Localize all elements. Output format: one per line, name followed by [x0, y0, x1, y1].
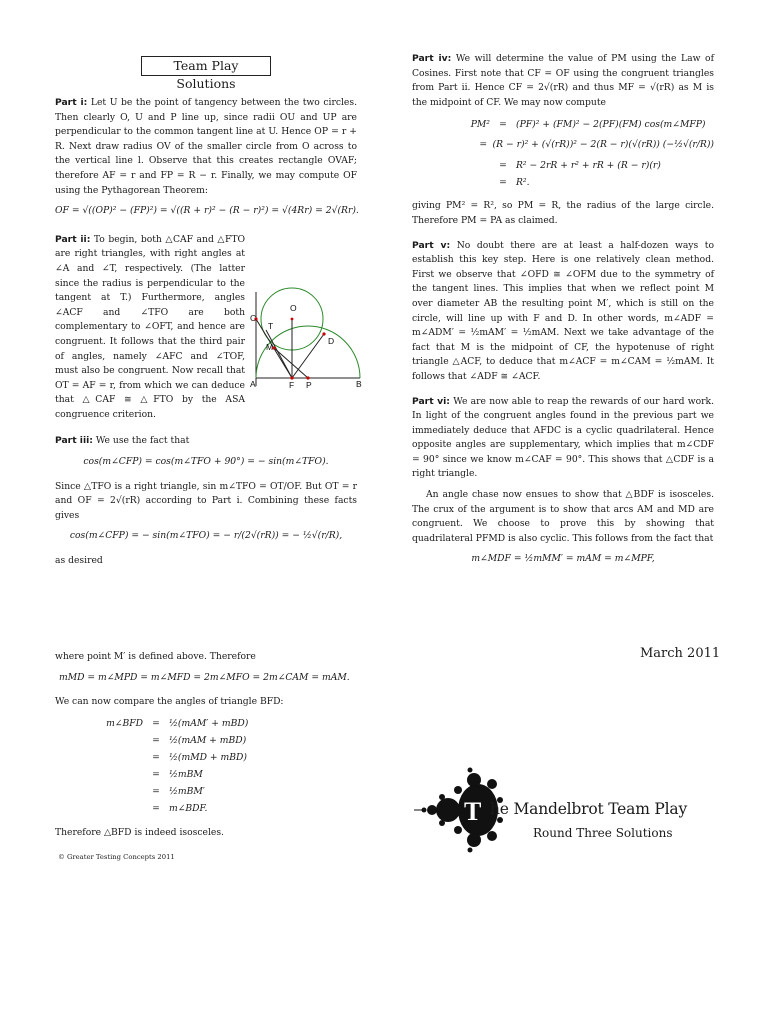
date-label: March 2011 [640, 646, 721, 661]
point-d [322, 332, 325, 335]
equals-sign: = [499, 118, 507, 130]
part-v-label: Part v: [412, 239, 451, 251]
logo-letter-t: T [464, 797, 482, 826]
part-iii-label: Part iii: [55, 435, 93, 447]
part-iii-text: We use the fact that [95, 435, 190, 447]
part-iv-text: We will determine the value of PM using the Law of Cosines. First note that CF = OF using the congruent triangles from Part ii. Hence CF = 2√(rR) and thus MF = √(rR) as M is the midpoint of CF. We may now compute [412, 53, 714, 108]
compare-paragraph: We can now compare the angles of triangle BFD: [55, 696, 284, 708]
part-i-label: Part i: [55, 97, 88, 108]
part-v [412, 239, 714, 385]
equals-sign: = [152, 802, 160, 814]
giving-paragraph: giving PM² = R², so PM = R, the radius of the large circle. Therefore PM = PA as claimed. [412, 200, 714, 226]
equation-md: mMD = m∠MPD = m∠MFD = 2m∠MFO = 2m∠CAM = mAM. [59, 671, 350, 683]
logo-title: he Mandelbrot Team Play [490, 800, 688, 818]
equals-sign: = [152, 785, 160, 797]
pm-row [432, 116, 714, 133]
bfd-row-rhs: m∠BDF. [169, 802, 208, 814]
bfd-row-lhs: m∠BFD [106, 717, 143, 729]
part-ii-text: To begin, both △CAF and △FTO are right triangles, with right angles at ∠A and ∠T, respectively. (The latter since the radius is perpendicular to the tangent at T.) Furthermore, angles ∠ACF and ∠TFO are both complementary to ∠OFT, and hence are congruent. It follows that the third pair of angles, namely ∠AFC and ∠TOF, must also be congruent. Now recall that OT = AF = r, from which we can deduce that △CAF ≅ △FTO by the ASA congruence criterion. [55, 233, 246, 420]
right-column [412, 52, 714, 577]
pm-row [432, 174, 714, 191]
pm-derivation [432, 116, 714, 191]
segment-fd [292, 334, 324, 378]
as-desired: as desired [55, 555, 103, 567]
bfd-row [85, 784, 357, 801]
pm-row-rhs: (PF)² + (FM)² − 2(PF)(FM) cos(m∠MFP) [516, 118, 706, 130]
label-t: T [268, 321, 274, 331]
bottom-left-column [55, 650, 357, 846]
bfd-row-rhs: ½(mAM + mBD) [169, 734, 247, 746]
label-b: B [356, 379, 362, 389]
equals-sign: = [499, 176, 507, 188]
logo-subtitle: Round Three Solutions [533, 826, 673, 840]
part-ii-label: Part ii: [55, 233, 91, 245]
pm-row [432, 133, 714, 157]
bfd-row-rhs: ½(mMD + mBD) [169, 751, 247, 763]
bfd-row-rhs: ½(mAM′ + mBD) [169, 717, 249, 729]
pm-row [432, 157, 714, 174]
where-paragraph: where point M′ is defined above. Therefore [55, 651, 256, 662]
part-iv [412, 52, 714, 110]
page-title: Team Play Solutions [141, 56, 271, 76]
part-i-text: Let U be the point of tangency between the two circles. Then clearly O, U and P line up, since radii OU and UP are perpendicular to the common tangent line at U. Hence OP = r + R. Next draw radius OV of the smaller circle from O across to the vertical line l. Observe that this creates rectangle OVAF; therefore AF = r and FP = R − r. Finally, we may compute OF using the Pythagorean Theorem: [55, 97, 358, 196]
chase-paragraph: An angle chase now ensues to show that △BDF is isosceles. The crux of the argument is to show that arcs AM and MD are congruent. We choose to prove this by showing that quadrilateral PFMD is also cyclic. This follows from the fact that [412, 489, 714, 544]
bfd-row [85, 801, 357, 818]
pm-row-rhs: R². [516, 176, 530, 188]
bfd-row [85, 733, 357, 750]
equation-cos: cos(m∠CFP) = cos(m∠TFO + 90°) = − sin(m∠TFO). [83, 456, 329, 468]
circles-figure [250, 286, 366, 392]
part-i [55, 96, 357, 198]
equals-sign: = [479, 139, 488, 151]
part-iv-label: Part iv: [412, 53, 452, 64]
bfd-row-rhs: ½mBM′ [169, 785, 205, 797]
segment-ft [266, 330, 292, 378]
pm-row-lhs: PM² [470, 118, 490, 130]
copyright-notice: © Greater Testing Concepts 2011 [58, 853, 175, 861]
label-o: O [290, 303, 297, 313]
label-f: F [289, 380, 295, 390]
point-o [291, 318, 294, 321]
pm-row-rhs: (R − r)² + (√(rR))² − 2(R − r)(√(rR)) (−½√(r/R)) [492, 139, 714, 151]
label-p: P [306, 380, 312, 390]
bfd-derivation [85, 716, 357, 818]
part-vi-label: Part vi: [412, 395, 450, 407]
bfd-row [85, 716, 357, 733]
label-m: M [266, 342, 274, 352]
label-a: A [250, 379, 256, 389]
equals-sign: = [499, 159, 507, 171]
bfd-row [85, 750, 357, 767]
equals-sign: = [152, 751, 160, 763]
therefore-paragraph: Therefore △BFD is indeed isosceles. [55, 826, 224, 838]
label-c: C [250, 313, 257, 323]
equals-sign: = [152, 734, 160, 746]
equation-mdf: m∠MDF = ½mMM′ = mAM = m∠MPF, [471, 553, 655, 565]
part-ii [55, 233, 245, 423]
part-v-text: No doubt there are at least a half-dozen ways to establish this key step. Here is one relatively clean method. First we observe that ∠OFD ≅ ∠OFM due to the symmetry of the tangent lines. This implies that when we reflect point M over diameter AB the resulting point M′, which is still on the circle, will line up with F and D. In other words, m∠ADF = m∠ADM′ = ½mAM′ = ½mAM. Next we take advantage of the fact that M is the midpoint of CF, the hypotenuse of right triangle △ACF, to deduce that m∠ACF = m∠CAM = ½mAM. It follows that ∠ADF ≅ ∠ACF. [412, 239, 714, 382]
equals-sign: = [152, 717, 160, 729]
label-d: D [328, 336, 335, 346]
large-semicircle [256, 326, 360, 378]
bfd-row-rhs: ½mBM [169, 768, 203, 780]
equation-cos2: cos(m∠CFP) = − sin(m∠TFO) = − r/(2√(rR)) = − ½√(r/R), [69, 530, 343, 542]
pm-row-rhs: R² − 2rR + r² + rR + (R − r)(r) [516, 159, 661, 171]
equation-of: OF = √((OP)² − (FP)²) = √((R + r)² − (R − r)²) = √(4Rr) = 2√(Rr). [55, 205, 359, 217]
part-vi-text: We are now able to reap the rewards of our hard work. In light of the congruent angles found in the previous part we immediately deduce that AFDC is a cyclic quadrilateral. Hence opposite angles are supplementary, which implies that m∠CDF = 90° since we know m∠CAF = 90°. This shows that △CDF is a right triangle. [412, 395, 714, 480]
equals-sign: = [152, 768, 160, 780]
part-iii [55, 434, 357, 449]
bfd-row [85, 767, 357, 784]
since-paragraph: Since △TFO is a right triangle, sin m∠TFO = OT/OF. But OT = r and OF = 2√(rR) according to Part i. Combining these facts gives [55, 480, 357, 521]
part-vi [412, 395, 714, 483]
